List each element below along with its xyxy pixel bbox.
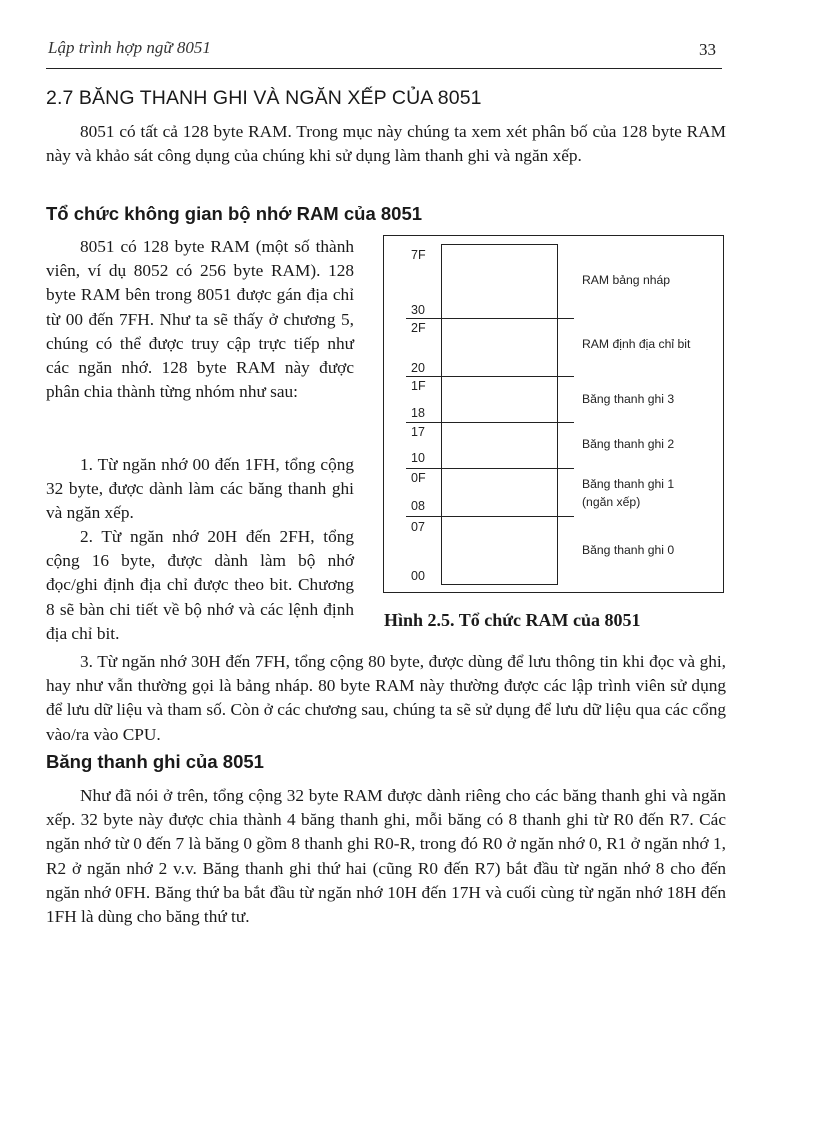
address-07: 07 [411, 520, 425, 534]
address-10: 10 [411, 451, 425, 465]
address-20: 20 [411, 361, 425, 375]
region-bank-1: Băng thanh ghi 1 [582, 477, 675, 491]
running-title: Lập trình hợp ngữ 8051 [48, 38, 211, 57]
address-00: 00 [411, 569, 425, 583]
ram-organization-paragraph: 8051 có 128 byte RAM (một số thành viên, ví dụ 8052 có 256 byte RAM). 128 byte RAM bên trong 8051 được gán địa chỉ từ 00 đến 7FH. Như ta sẽ thấy ở chương 5, chúng có thể được truy cập trực tiếp như các ngăn nhớ. 128 byte RAM này được phân chia thành từng nhóm như sau: [46, 237, 354, 402]
list-item-2: 2. Từ ngăn nhớ 20H đến 2FH, tổng cộng 16 byte, được dành làm bộ nhớ đọc/ghi định địa chỉ được theo bit. Chương 8 sẽ bàn chi tiết về bộ nhớ và các lệnh định địa chỉ bit. [46, 527, 354, 643]
region-bank-3: Băng thanh ghi 3 [582, 392, 675, 406]
list-item-1: 1. Từ ngăn nhớ 00 đến 1FH, tổng cộng 32 byte, được dành làm các băng thanh ghi và ngăn xếp. [46, 455, 354, 523]
register-banks-heading: Băng thanh ghi của 8051 [46, 751, 264, 772]
region-bank-1-note: (ngăn xếp) [582, 495, 641, 509]
boundary-20-1f [406, 376, 574, 377]
section-heading: 2.7 BĂNG THANH GHI VÀ NGĂN XẾP CỦA 8051 [46, 87, 482, 109]
boundary-30-2f [406, 318, 574, 319]
address-30: 30 [411, 303, 425, 317]
boundary-08-07 [406, 516, 574, 517]
page-number: 33 [699, 40, 716, 59]
address-2f: 2F [411, 321, 426, 335]
ram-organization-heading: Tổ chức không gian bộ nhớ RAM của 8051 [46, 203, 423, 224]
address-1f: 1F [411, 379, 426, 393]
register-banks-paragraph: Như đã nói ở trên, tổng cộng 32 byte RAM được dành riêng cho các băng thanh ghi và ngăn xếp. 32 byte này được chia thành 4 băng thanh ghi, mỗi băng có 8 thanh ghi từ R0 đến R7. Các ngăn nhớ từ 0 đến 7 là băng 0 gồm 8 thanh ghi R0-R, trong đó R0 ở ngăn nhớ 0, R1 ở ngăn nhớ 1, R2 ở ngăn nhớ 2 v.v. Băng thanh ghi thứ hai (cũng R0 đến R7) bắt đầu từ ngăn nhớ 8 cho đến ngăn nhớ 0FH. Băng thứ ba bắt đầu từ ngăn nhớ 10H đến 17H và cuối cùng từ ngăn nhớ 18H đến 1FH là dùng cho băng thứ tư. [46, 786, 726, 927]
address-08: 08 [411, 499, 425, 513]
ram-organization-diagram [383, 235, 724, 593]
region-bit-addressable: RAM định địa chỉ bit [582, 337, 691, 351]
boundary-18-17 [406, 422, 574, 423]
section-intro-paragraph: 8051 có tất cả 128 byte RAM. Trong mục này chúng ta xem xét phân bố của 128 byte RAM này và khảo sát công dụng của chúng khi sử dụng làm thanh ghi và ngăn xếp. [46, 122, 726, 166]
list-item-3: 3. Từ ngăn nhớ 30H đến 7FH, tổng cộng 80 byte, được dùng để lưu thông tin khi đọc và ghi, hay như vẫn thường gọi là bảng nháp. 80 byte RAM này thường được các lập trình viên sử dụng để lưu dữ liệu và tham số. Còn ở các chương sau, chúng ta sẽ sử dụng để lưu dữ liệu qua các cổng vào/ra vào CPU. [46, 652, 726, 744]
address-0f: 0F [411, 471, 426, 485]
figure-caption: Hình 2.5. Tổ chức RAM của 8051 [384, 610, 641, 630]
ram-block [441, 244, 558, 585]
address-17: 17 [411, 425, 425, 439]
region-scratch-pad: RAM bảng nháp [582, 273, 671, 287]
address-7f: 7F [411, 248, 426, 262]
region-bank-2: Băng thanh ghi 2 [582, 437, 675, 451]
boundary-10-0f [406, 468, 574, 469]
address-18: 18 [411, 406, 425, 420]
region-bank-0: Băng thanh ghi 0 [582, 543, 675, 557]
page-header [46, 38, 722, 69]
